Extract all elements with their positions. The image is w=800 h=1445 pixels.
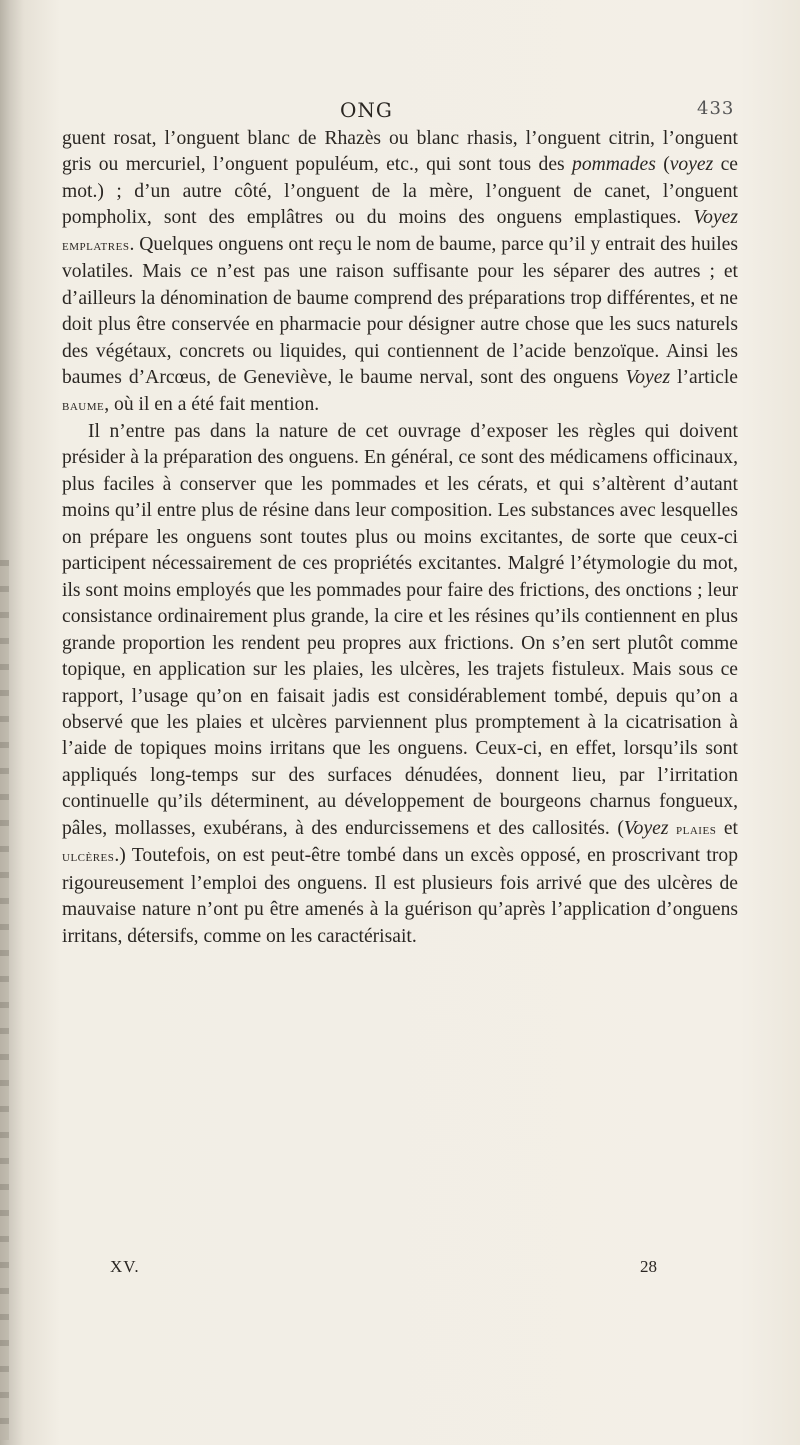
body-text — [62, 126, 738, 950]
text-run: ( — [655, 154, 670, 176]
italic-run: Voyez — [623, 817, 669, 839]
text-run: et — [716, 817, 738, 839]
text-run: . Quelques onguens ont reçu le nom de baume, parce qu’il y entrait des huiles volatiles. Mais ce n’est pas une raison suffisante pour les séparer des autres ; et d’ailleurs la dénomination de baume comprend des préparations trop différentes, et ne doit plus être conservée en pharmacie pour désigner autre chose que les sucs naturels des végétaux, concrets ou liquides, qui contiennent de l’acide benzoïque. Ainsi les baumes d’Arcœus, de Geneviève, le baume nerval, sont des onguens — [62, 233, 738, 389]
text-run: ce mot.) ; d’un autre côté, l’onguent de la mère, l’onguent de canet, l’onguent pompholix, sont des emplâtres ou du moins des onguens emplastiques. — [62, 154, 738, 229]
text-run: l’article — [670, 367, 738, 389]
text-run: .) Toutefois, on est peut-être tombé dans un excès opposé, en proscrivant trop rigoureusement l’emploi des onguens. Il est plusieurs fois arrivé que des ulcères de mauvaise nature n’ont pu être amenés à la guérison qu’après l’application d’onguens irritans, détersifs, comme on les caractérisait. — [62, 845, 738, 947]
paragraph-2 — [62, 419, 738, 950]
italic-run: pommades — [572, 154, 656, 176]
cross-reference: plaies — [676, 820, 717, 838]
page-footer — [0, 1257, 800, 1281]
text-run: , où il en a été fait mention. — [104, 393, 320, 415]
italic-run: Voyez — [625, 367, 671, 389]
running-head: ONG — [340, 98, 393, 122]
text-run: guent rosat, l’onguent blanc de Rhazès ou blanc rhasis, l’onguent citrin, l’onguent gris ou mercuriel, l’onguent populéum, etc., qui sont tous des — [62, 128, 738, 176]
page-header — [0, 98, 800, 122]
text-run: Il n’entre pas dans la nature de cet ouvrage d’exposer les règles qui doivent présider à la préparation des onguens. En général, ce sont des médicamens officinaux, plus faciles à conserver que les pommades et les cérats, et qui s’altèrent d’autant moins qu’il entre plus de résine dans leur composition. Les substances avec lesquelles on prépare les onguens sont toutes plus ou moins excitantes, de sorte que ceux-ci participent nécessairement de ces propriétés excitantes. Malgré l’étymologie du mot, ils sont moins employés que les pommades pour faire des frictions, des onctions ; leur consistance ordinairement plus grande, la cire et les résines qu’ils contiennent en plus grande proportion les rendent peu propres aux frictions. On s’en sert plutôt comme topique, en application sur les plaies, les ulcères, les trajets fistuleux. Mais sous ce rapport, l’usage qu’on en faisait jadis est considérablement tombé, depuis qu’on a observé que les plaies et ulcères parviennent plus promptement à la cicatrisation à l’aide de topiques moins irritans que les onguens. Ceux-ci, en effet, lorsqu’ils sont appliqués long-temps sur des surfaces dénudées, donnent lieu, par l’irritation continuelle qu’ils déterminent, au développement de bourgeons charnus fongueux, pâles, mollasses, exubérans, à des endurcissemens et des callosités. ( — [62, 420, 738, 839]
page-number: 433 — [697, 98, 735, 119]
italic-run: voyez — [669, 154, 714, 176]
binding-edge — [0, 560, 9, 1440]
italic-run: Voyez — [693, 207, 738, 229]
volume-mark: XV. — [110, 1257, 140, 1276]
signature-mark: 28 — [640, 1257, 657, 1276]
cross-reference: emplatres — [62, 236, 130, 254]
cross-reference: ulcères — [62, 848, 115, 866]
paragraph-1 — [62, 126, 738, 419]
cross-reference: baume — [62, 396, 105, 414]
